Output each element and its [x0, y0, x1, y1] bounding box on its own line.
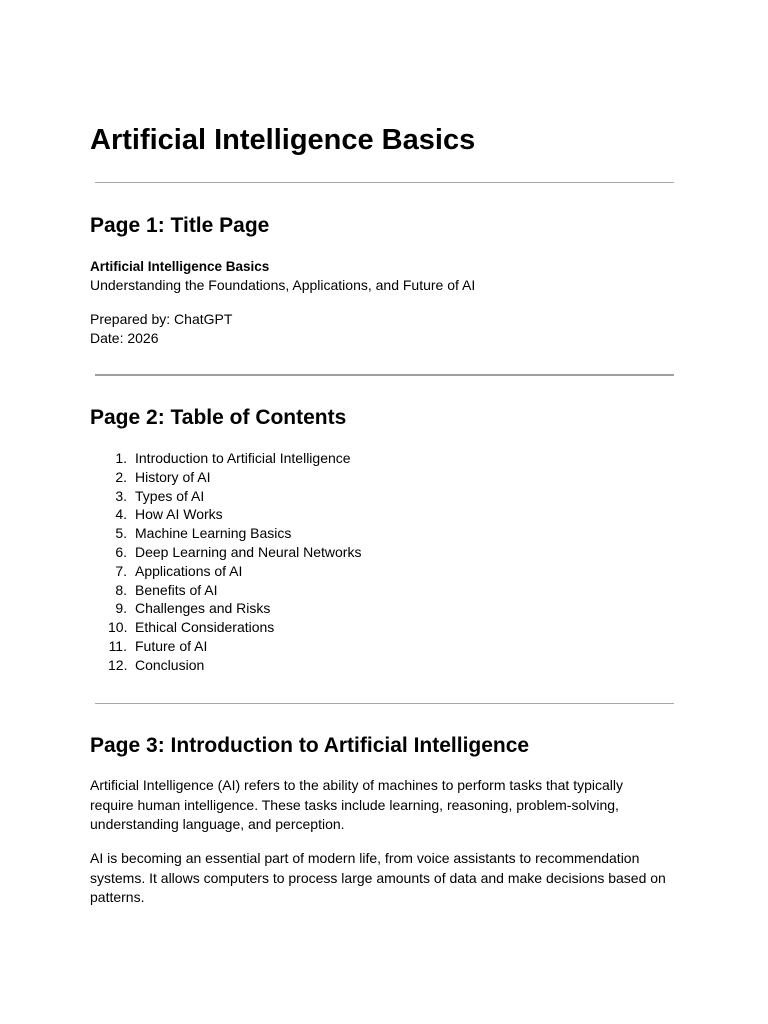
- toc-item-label: Types of AI: [135, 487, 205, 504]
- title-page-heading: Page 1: Title Page: [90, 214, 270, 237]
- introduction-heading: Page 3: Introduction to Artificial Intelligence: [90, 734, 530, 757]
- toc-item-number: 5.: [115, 525, 127, 542]
- toc-item-number: 11.: [108, 637, 127, 654]
- toc-item: [108, 505, 361, 524]
- toc-item-label: Introduction to Artificial Intelligence: [135, 450, 351, 466]
- toc-item-label: Conclusion: [135, 656, 205, 673]
- toc-item-number: 12.: [108, 656, 128, 673]
- toc-item-number: 4.: [115, 506, 127, 523]
- toc-item: [108, 618, 361, 637]
- toc-item-label: Deep Learning and Neural Networks: [135, 543, 362, 560]
- toc-item-number: 8.: [115, 581, 127, 598]
- toc-item-number: 10.: [108, 619, 128, 636]
- toc-item-label: History of AI: [135, 468, 211, 485]
- toc-item-label: Benefits of AI: [135, 581, 218, 598]
- toc-item-label: How AI Works: [135, 506, 223, 523]
- table-of-contents: [108, 449, 361, 675]
- toc-item: [108, 637, 361, 656]
- toc-item: [108, 599, 361, 618]
- toc-item-label: Machine Learning Basics: [135, 525, 292, 542]
- toc-item: [108, 656, 361, 675]
- document-title: Artificial Intelligence Basics: [90, 124, 476, 156]
- toc-item-number: 7.: [115, 562, 127, 579]
- toc-item: [108, 581, 361, 600]
- toc-item-label: Applications of AI: [135, 562, 243, 579]
- toc-item-number: 9.: [115, 600, 127, 617]
- toc-item: [108, 524, 361, 543]
- toc-item-number: 2.: [115, 468, 127, 485]
- toc-heading: Page 2: Table of Contents: [90, 406, 347, 429]
- toc-item: [108, 562, 361, 581]
- toc-item: [108, 543, 361, 562]
- toc-item-label: Ethical Considerations: [135, 619, 275, 636]
- introduction-paragraph: Artificial Intelligence (AI) refers to the ability of machines to perform tasks that typically require human intelligence. These tasks include learning, reasoning, problem-solving, understanding language, and perception.: [90, 777, 623, 832]
- toc-item: [108, 487, 361, 506]
- section-divider: [95, 374, 674, 376]
- toc-item: [108, 468, 361, 487]
- introduction-paragraph: AI is becoming an essential part of modern life, from voice assistants to recommendation systems. It allows computers to process large amounts of data and make decisions based on patterns.: [90, 850, 666, 905]
- toc-item-number: 3.: [115, 487, 127, 504]
- document-date: Date: 2026: [90, 330, 159, 346]
- section-divider: [95, 182, 674, 183]
- title-page-subtitle: Understanding the Foundations, Applications, and Future of AI: [90, 277, 476, 293]
- toc-item-label: Challenges and Risks: [135, 600, 271, 617]
- toc-item: [108, 449, 361, 468]
- section-divider: [95, 703, 674, 704]
- toc-item-number: 1.: [115, 450, 127, 466]
- toc-item-number: 6.: [115, 543, 127, 560]
- title-page-title: Artificial Intelligence Basics: [90, 259, 270, 274]
- prepared-by: Prepared by: ChatGPT: [90, 311, 233, 327]
- toc-item-label: Future of AI: [135, 637, 208, 654]
